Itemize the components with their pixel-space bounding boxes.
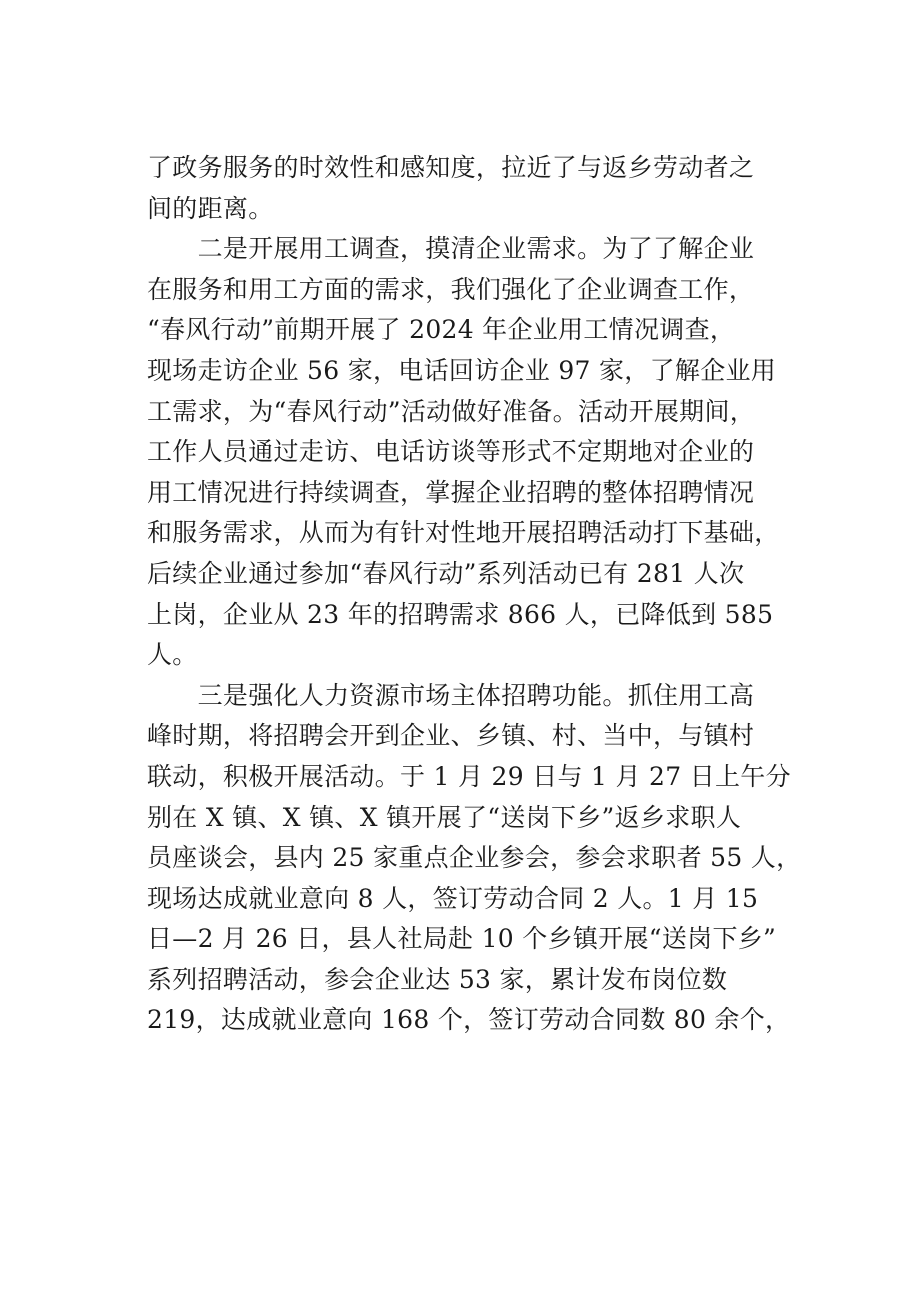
text-line: 人。 bbox=[147, 640, 198, 670]
text-line: 了政务服务的时效性和感知度，拉近了与返乡劳动者之 bbox=[147, 153, 755, 182]
text-line: 219，达成就业意向 168 个，签订劳动合同数 80 余个， bbox=[147, 1005, 791, 1035]
text-line: 现场达成就业意向 8 人，签订劳动合同 2 人。1 月 15 bbox=[147, 883, 759, 913]
text-line: 在服务和用工方面的需求，我们强化了企业调查工作， bbox=[147, 274, 755, 304]
text-line: 二是开展用工调查，摸清企业需求。为了了解企业 bbox=[147, 234, 755, 264]
text-line: 和服务需求，从而为有针对性地开展招聘活动打下基础， bbox=[147, 518, 780, 548]
text-line: “春风行动”前期开展了 2024 年企业用工情况调查， bbox=[147, 315, 736, 345]
text-line: 员座谈会，县内 25 家重点企业参会，参会求职者 55 人， bbox=[147, 843, 802, 873]
text-line: 联动，积极开展活动。于 1 月 29 日与 1 月 27 日上午分 bbox=[147, 761, 791, 791]
text-line: 三是强化人力资源市场主体招聘功能。抓住用工高 bbox=[147, 680, 755, 710]
text-line: 工作人员通过走访、电话访谈等形式不定期地对企业的 bbox=[147, 437, 755, 467]
text-line: 后续企业通过参加“春风行动”系列活动已有 281 人次 bbox=[147, 558, 745, 588]
text-line: 上岗，企业从 23 年的招聘需求 866 人，已降低到 585 bbox=[147, 599, 774, 629]
document-body bbox=[147, 148, 802, 1041]
text-line: 现场走访企业 56 家，电话回访企业 97 家，了解企业用 bbox=[147, 355, 777, 385]
text-line: 间的距离。 bbox=[147, 193, 274, 223]
text-line: 工需求，为“春风行动”活动做好准备。活动开展期间， bbox=[147, 396, 756, 426]
text-line: 系列招聘活动，参会企业达 53 家，累计发布岗位数 bbox=[147, 964, 728, 994]
text-line: 峰时期，将招聘会开到企业、乡镇、村、当中，与镇村 bbox=[147, 721, 755, 751]
text-line: 别在 X 镇、X 镇、X 镇开展了“送岗下乡”返乡求职人 bbox=[147, 802, 742, 832]
text-line: 日—2 月 26 日，县人社局赴 10 个乡镇开展“送岗下乡” bbox=[147, 924, 777, 954]
text-line: 用工情况进行持续调查，掌握企业招聘的整体招聘情况 bbox=[147, 477, 755, 507]
